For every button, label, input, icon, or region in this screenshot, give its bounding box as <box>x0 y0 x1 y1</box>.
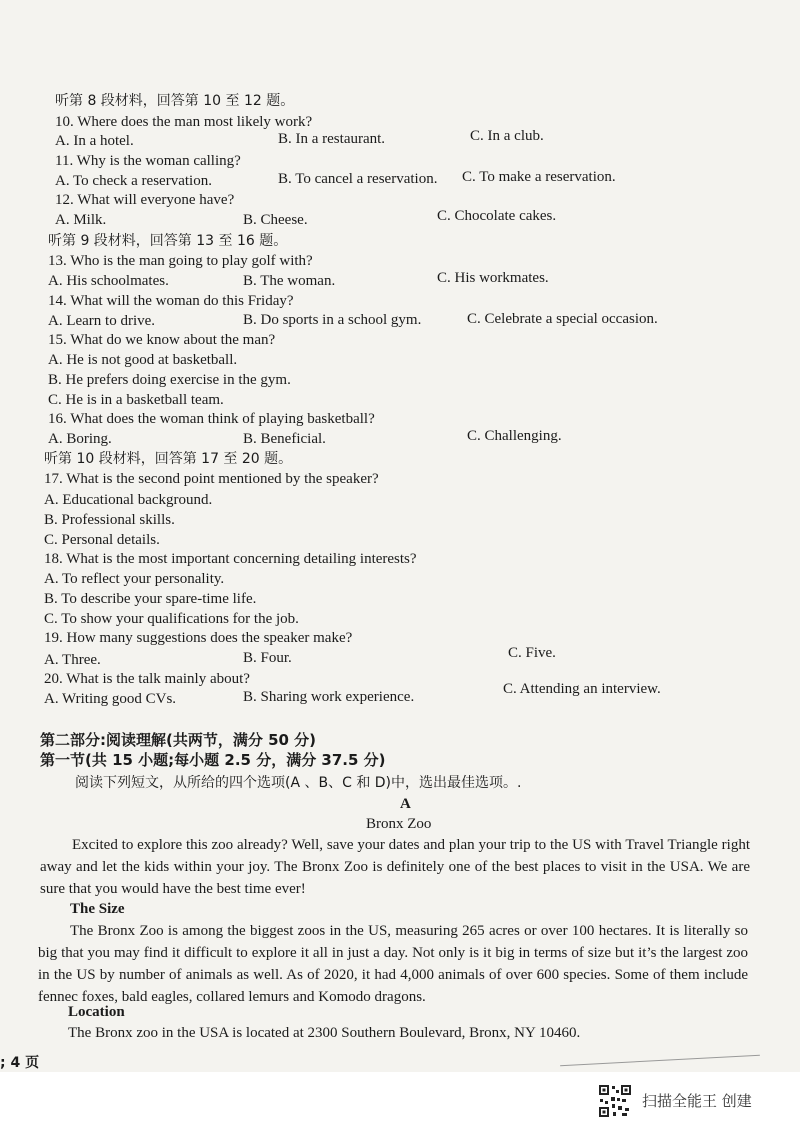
option-15-c: C. He is in a basketball team. <box>48 392 224 408</box>
option-13-a: A. His schoolmates. <box>48 273 169 289</box>
question-13: 13. Who is the man going to play golf with? <box>48 253 313 269</box>
option-15-b: B. He prefers doing exercise in the gym. <box>48 372 291 388</box>
question-17: 17. What is the second point mentioned by the speaker? <box>44 471 379 487</box>
option-17-a: A. Educational background. <box>44 492 213 508</box>
option-18-b: B. To describe your spare-time life. <box>44 591 257 607</box>
option-20-c: C. Attending an interview. <box>503 681 661 697</box>
reading-instruction: 阅读下列短文，从所给的四个选项(A 、B、C 和 D)中，选出最佳选项。. <box>75 775 522 791</box>
option-19-a: A. Three. <box>44 652 101 668</box>
option-10-a: A. In a hotel. <box>55 133 134 149</box>
listening-header-8: 听第 8 段材料，回答第 10 至 12 题。 <box>55 93 295 109</box>
option-14-c: C. Celebrate a special occasion. <box>467 311 658 327</box>
passage-label: A <box>400 796 411 812</box>
location-heading: Location <box>68 1004 125 1020</box>
option-12-c: C. Chocolate cakes. <box>437 208 557 224</box>
page-number: ; 4 页 <box>0 1055 40 1071</box>
option-20-a: A. Writing good CVs. <box>44 691 177 707</box>
option-11-a: A. To check a reservation. <box>55 173 212 189</box>
option-18-c: C. To show your qualifications for the job. <box>44 611 299 627</box>
page-divider <box>560 1055 760 1066</box>
qr-code-icon <box>598 1084 632 1118</box>
option-15-a: A. He is not good at basketball. <box>48 352 238 368</box>
passage-intro: Excited to explore this zoo already? Well, save your dates and plan your trip to the US with Travel Triangle right away and let the kids within your joy. The Bronx Zoo is definitely one of the best places to visit in the USA. We are sure that you would have the best time ever! <box>40 837 750 897</box>
option-12-a: A. Milk. <box>55 212 107 228</box>
option-14-a: A. Learn to drive. <box>48 313 156 329</box>
reading-part-title: 第二部分:阅读理解(共两节，满分 50 分) <box>40 731 317 749</box>
location-paragraph: The Bronx zoo in the USA is located at 2300 Southern Boulevard, Bronx, NY 10460. <box>68 1025 581 1041</box>
option-11-b: B. To cancel a reservation. <box>278 171 438 187</box>
question-15: 15. What do we know about the man? <box>48 332 276 348</box>
option-19-b: B. Four. <box>243 650 292 666</box>
option-16-a: A. Boring. <box>48 431 112 447</box>
size-paragraph: The Bronx Zoo is among the biggest zoos in the US, measuring 265 acres or over 100 hectares. It is literally so big that you may find it difficult to explore it all in just a day. Not only is it big in terms of size but it’s the largest zoo in the US by number of animals as well. As of 2020, it had 4,000 animals of over 600 species. Some of them include fennec foxes, bald eagles, collared lemurs and Komodo dragons. <box>38 923 748 1005</box>
option-10-c: C. In a club. <box>470 128 544 144</box>
question-14: 14. What will the woman do this Friday? <box>48 293 294 309</box>
scanner-brand-text: 扫描全能王 创建 <box>642 1092 752 1110</box>
option-14-b: B. Do sports in a school gym. <box>243 312 422 328</box>
option-13-c: C. His workmates. <box>437 270 549 286</box>
option-20-b: B. Sharing work experience. <box>243 689 415 705</box>
option-12-b: B. Cheese. <box>243 212 308 228</box>
question-11: 11. Why is the woman calling? <box>55 153 241 169</box>
option-17-c: C. Personal details. <box>44 532 160 548</box>
option-17-b: B. Professional skills. <box>44 512 175 528</box>
option-16-b: B. Beneficial. <box>243 431 326 447</box>
question-16: 16. What does the woman think of playing basketball? <box>48 411 375 427</box>
option-18-a: A. To reflect your personality. <box>44 571 225 587</box>
size-heading: The Size <box>70 901 125 917</box>
passage-title: Bronx Zoo <box>366 816 432 832</box>
option-13-b: B. The woman. <box>243 273 336 289</box>
option-10-b: B. In a restaurant. <box>278 131 386 147</box>
question-12: 12. What will everyone have? <box>55 192 235 208</box>
question-10: 10. Where does the man most likely work? <box>55 114 313 130</box>
option-19-c: C. Five. <box>508 645 556 661</box>
option-16-c: C. Challenging. <box>467 428 562 444</box>
question-19: 19. How many suggestions does the speaker make? <box>44 630 353 646</box>
listening-header-9: 听第 9 段材料，回答第 13 至 16 题。 <box>48 233 288 249</box>
question-20: 20. What is the talk mainly about? <box>44 671 250 687</box>
listening-header-10: 听第 10 段材料，回答第 17 至 20 题。 <box>44 451 293 467</box>
question-18: 18. What is the most important concerning detailing interests? <box>44 551 417 567</box>
reading-section-title: 第一节(共 15 小题;每小题 2.5 分，满分 37.5 分) <box>40 751 386 769</box>
option-11-c: C. To make a reservation. <box>462 169 616 185</box>
